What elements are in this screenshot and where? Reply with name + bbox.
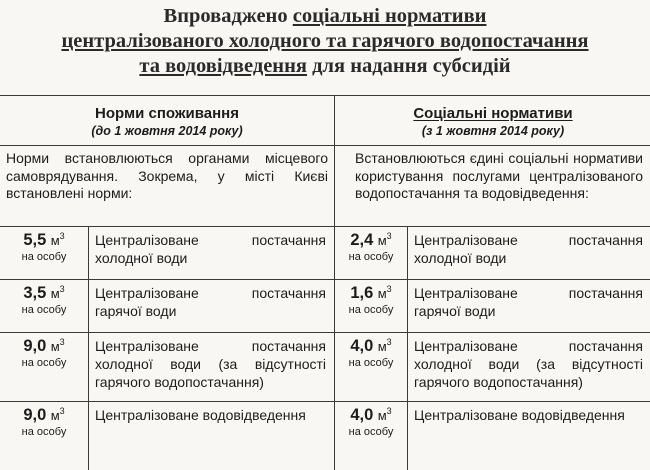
content-row	[0, 146, 650, 470]
left-norms-table	[0, 226, 334, 470]
right-norms-table	[335, 226, 650, 470]
norm-description: Централізоване постачання холодної води (за відсутності гарячого водопостачання)	[408, 333, 650, 402]
table-row	[0, 227, 334, 280]
norm-value: 1,6 $м^3$ на особу	[335, 280, 408, 333]
right-content-cell	[335, 146, 650, 470]
title-underlined-1: соціальні нормативи	[293, 5, 487, 27]
norm-value: 5,5 $м^3$ на особу	[0, 227, 89, 280]
title-line-1: Впроваджено соціальні нормативи	[0, 4, 650, 29]
right-subheading: (з 1 жовтня 2014 року)	[335, 123, 650, 139]
norm-description: Централізоване водовідведення	[89, 402, 335, 470]
norm-description: Централізоване постачання холодної води	[89, 227, 335, 280]
norm-description: Централізоване постачання гарячої води	[408, 280, 650, 333]
document-title	[0, 4, 650, 79]
norm-value: 4,0 $м^3$ на особу	[335, 333, 408, 402]
table-row	[335, 333, 650, 402]
left-heading: Норми споживання	[0, 104, 334, 123]
norm-value: 3,5 $м^3$ на особу	[0, 280, 89, 333]
norm-value: 9,0 $м^3$ на особу	[0, 402, 89, 470]
title-line-3: та водовідведення для надання субсидій	[0, 54, 650, 79]
norm-value: 9,0 $м^3$ на особу	[0, 333, 89, 402]
right-header-cell	[335, 96, 650, 146]
norm-description: Централізоване водовідведення	[408, 402, 650, 470]
left-intro: Норми встановлюються органами місцевого самоврядування. Зокрема, у місті Києві встановлені норми:	[0, 146, 334, 226]
table-row	[0, 402, 334, 470]
norm-description: Централізоване постачання гарячої води	[89, 280, 335, 333]
norm-description: Централізоване постачання холодної води	[408, 227, 650, 280]
right-intro: Встановлюються єдині соціальні нормативи користування послугами централізованого водопостачання та водовідведення:	[335, 146, 650, 226]
left-header-cell	[0, 96, 335, 146]
norm-description: Централізоване постачання холодної води (за відсутності гарячого водопостачання)	[89, 333, 335, 402]
table-row	[335, 402, 650, 470]
table-row	[335, 227, 650, 280]
table-row	[0, 333, 334, 402]
left-content-cell	[0, 146, 335, 470]
norm-value: 4,0 $м^3$ на особу	[335, 402, 408, 470]
norm-value: 2,4 $м^3$ на особу	[335, 227, 408, 280]
table-row	[0, 280, 334, 333]
left-subheading: (до 1 жовтня 2014 року)	[0, 123, 334, 139]
comparison-table	[0, 95, 650, 470]
right-heading: Соціальні нормативи	[335, 104, 650, 123]
header-row	[0, 96, 650, 146]
title-line-2: централізованого холодного та гарячого водопостачання	[0, 29, 650, 54]
table-row	[335, 280, 650, 333]
